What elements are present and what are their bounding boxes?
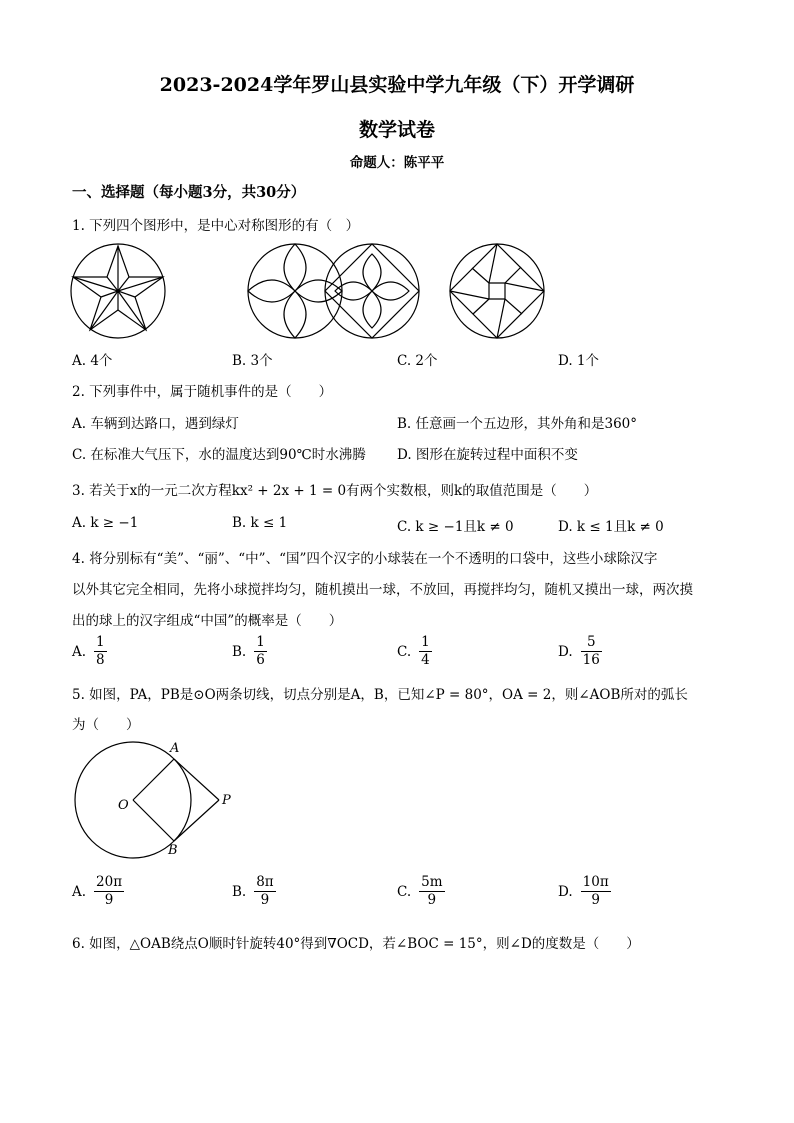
fraction-denominator: 9 xyxy=(427,892,437,908)
question-4-line-3: 出的球上的汉字组成“中国”的概率是（ ） xyxy=(72,613,343,629)
question-4-line-2: 以外其它完全相同，先将小球搅拌均匀，随机摸出一球，不放回，再搅拌均匀，随机又摸出一球，两次摸 xyxy=(72,582,693,598)
q1-option-b: B. 3个 xyxy=(232,353,273,369)
fraction xyxy=(419,874,444,909)
fraction-denominator: 6 xyxy=(256,652,265,668)
label-b: B xyxy=(168,843,178,858)
fraction-numerator: 5m xyxy=(421,874,443,890)
option-label: C. xyxy=(397,883,412,900)
q5-option-d xyxy=(558,874,611,909)
fraction-denominator: 9 xyxy=(591,892,600,908)
page-title: 2023-2024学年罗山县实验中学九年级（下）开学调研 xyxy=(159,74,635,96)
figure-pinwheel-square xyxy=(450,244,544,338)
option-label: B. xyxy=(232,883,247,900)
question-1-stem: 1. 下列四个图形中，是中心对称图形的有（ ） xyxy=(72,218,360,234)
question-4-line-1: 4. 将分别标有“美”、“丽”、“中”、“国”四个汉字的小球装在一个不透明的口袋中，这些小球除汉字 xyxy=(72,551,658,567)
fraction xyxy=(254,634,267,669)
option-label: A. xyxy=(72,643,87,660)
q4-option-d xyxy=(558,634,602,669)
q4-option-b xyxy=(232,634,267,669)
fraction xyxy=(94,634,107,669)
fraction-numerator: 1 xyxy=(96,634,105,650)
question-5-figure xyxy=(66,736,246,861)
fraction-numerator: 8π xyxy=(256,874,274,890)
option-label: A. xyxy=(72,883,87,900)
fraction-numerator: 10π xyxy=(582,874,609,890)
q2-option-d: D. 图形在旋转过程中面积不变 xyxy=(397,447,578,463)
q1-option-c: C. 2个 xyxy=(397,353,438,369)
option-label: B. xyxy=(232,643,247,660)
q3-option-d: D. k ≤ 1且k ≠ 0 xyxy=(558,519,664,535)
figure-petals-square xyxy=(325,244,419,338)
q2-option-c: C. 在标准大气压下，水的温度达到90℃时水沸腾 xyxy=(72,447,366,463)
fraction xyxy=(254,874,275,909)
fraction-denominator: 16 xyxy=(582,652,600,668)
label-a: A xyxy=(170,741,180,756)
fraction-denominator: 9 xyxy=(104,892,114,908)
option-label: D. xyxy=(558,883,573,900)
fraction xyxy=(94,874,124,909)
page-subtitle: 数学试卷 xyxy=(358,119,435,141)
option-label: D. xyxy=(558,643,573,660)
segment-pa xyxy=(174,759,219,800)
figure-four-petals xyxy=(248,244,342,338)
fraction xyxy=(581,874,611,909)
section-heading: 一、选择题（每小题3分，共30分） xyxy=(72,184,306,201)
fraction-numerator: 20π xyxy=(96,874,123,890)
segment-pb xyxy=(174,800,219,841)
fraction-denominator: 9 xyxy=(260,892,270,908)
label-o: O xyxy=(118,798,129,813)
q2-option-b: B. 任意画一个五边形，其外角和是360° xyxy=(397,416,638,432)
q2-option-a: A. 车辆到达路口，遇到绿灯 xyxy=(72,416,239,432)
q1-option-d: D. 1个 xyxy=(558,353,600,369)
fraction-numerator: 5 xyxy=(581,634,602,652)
q5-option-a xyxy=(72,874,124,909)
q3-option-c: C. k ≥ −1且k ≠ 0 xyxy=(397,519,514,535)
question-1-figures xyxy=(68,240,558,343)
q5-option-c xyxy=(397,874,445,909)
question-5-line-2: 为（ ） xyxy=(72,717,140,733)
fraction-numerator: 1 xyxy=(421,634,430,650)
question-3-stem: 3. 若关于x的一元二次方程kx² + 2x + 1 = 0有两个实数根，则k的取值范围是（ ） xyxy=(72,483,598,499)
q1-option-a: A. 4个 xyxy=(72,353,113,369)
q3-option-a: A. k ≥ −1 xyxy=(72,515,139,531)
q4-option-a xyxy=(72,634,107,669)
question-2-stem: 2. 下列事件中，属于随机事件的是（ ） xyxy=(72,384,333,400)
fraction-numerator: 1 xyxy=(256,634,265,650)
q5-option-b xyxy=(232,874,276,909)
q3-option-b: B. k ≤ 1 xyxy=(232,515,288,531)
figure-star-in-circle xyxy=(71,244,165,338)
label-p: P xyxy=(222,793,231,808)
option-label: C. xyxy=(397,643,412,660)
q4-option-c xyxy=(397,634,432,669)
segment-ob xyxy=(133,800,174,841)
fraction-denominator: 4 xyxy=(421,652,430,668)
question-5-line-1: 5. 如图，PA，PB是⊙O两条切线，切点分别是A，B，已知∠P = 80°，OA = 2，则∠AOB所对的弧长 xyxy=(72,687,688,703)
fraction xyxy=(581,634,602,669)
fraction-denominator: 8 xyxy=(96,652,105,668)
author-line: 命题人：陈平平 xyxy=(349,155,445,171)
segment-oa xyxy=(133,759,174,800)
fraction xyxy=(419,634,432,669)
question-6-stem: 6. 如图，△OAB绕点O顺时针旋转40°得到∇OCD，若∠BOC = 15°，则∠D的度数是（ ） xyxy=(72,936,640,952)
